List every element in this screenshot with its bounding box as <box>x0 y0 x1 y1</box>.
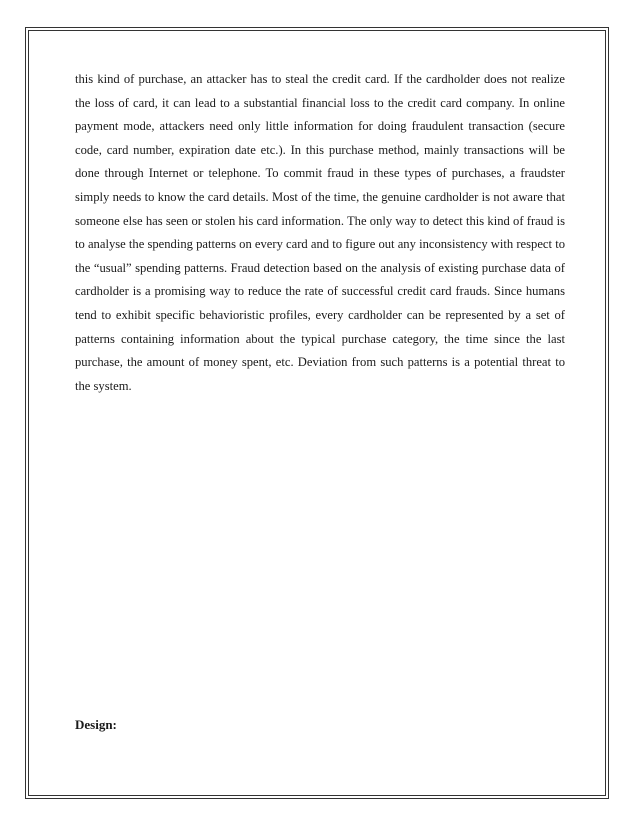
body-line: payment mode, attackers need only little information for doing fraudulent transaction (secure <box>75 119 565 134</box>
body-line: this kind of purchase, an attacker has to steal the credit card. If the cardholder does not realize <box>75 72 565 86</box>
body-line: simply needs to know the card details. Most of the time, the genuine cardholder is not aware that <box>75 189 565 204</box>
body-paragraph <box>75 68 565 398</box>
section-heading-design: Design: <box>75 717 117 732</box>
body-line: code, card number, expiration date etc.). In this purchase method, mainly transactions will be <box>75 142 565 157</box>
body-line: someone else has seen or stolen his card information. The only way to detect this kind of fraud is <box>75 213 565 228</box>
body-line: the loss of card, it can lead to a substantial financial loss to the credit card company. In online <box>75 95 565 110</box>
body-line: done through Internet or telephone. To commit fraud in these types of purchases, a fraudster <box>75 166 565 181</box>
body-line: tend to exhibit specific behavioristic profiles, every cardholder can be represented by a set of <box>75 307 565 322</box>
body-line: patterns containing information about the typical purchase category, the time since the last <box>75 331 565 346</box>
body-line: the system. <box>75 378 132 393</box>
body-line: to analyse the spending patterns on every card and to figure out any inconsistency with respect to <box>75 237 565 252</box>
body-line: purchase, the amount of money spent, etc. Deviation from such patterns is a potential threat to <box>75 355 565 370</box>
body-line: the “usual” spending patterns. Fraud detection based on the analysis of existing purchase data of <box>75 260 565 275</box>
body-line: cardholder is a promising way to reduce the rate of successful credit card frauds. Since humans <box>75 284 565 299</box>
